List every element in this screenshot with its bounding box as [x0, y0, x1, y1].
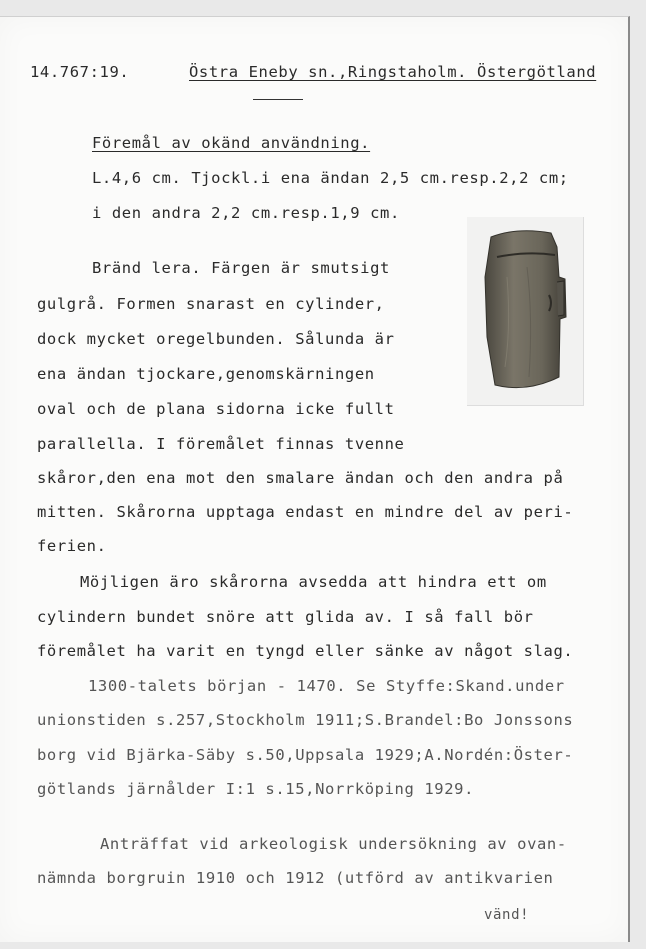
dating-line: borg vid Bjärka-Säby s.50,Uppsala 1929;A.Nordén:Öster-: [37, 746, 574, 764]
description-line: gulgrå. Formen snarast en cylinder,: [37, 295, 385, 313]
description-line: mitten. Skårorna upptaga endast en mindre del av peri-: [37, 503, 574, 521]
description-line: oval och de plana sidorna icke fullt: [37, 400, 395, 418]
interpretation-line: föremålet ha varit en tyngd eller sänke av något slag.: [37, 642, 574, 660]
object-photograph: [467, 217, 584, 406]
object-title: Föremål av okänd användning.: [92, 134, 371, 152]
description-line: dock mycket oregelbunden. Sålunda är: [37, 330, 395, 348]
turn-over-note: vänd!: [484, 907, 530, 923]
dating-line: 1300-talets början - 1470. Se Styffe:Skand.under: [88, 677, 565, 695]
measurement-line: L.4,6 cm. Tjockl.i ena ändan 2,5 cm.resp.2,2 cm;: [92, 169, 569, 187]
catalog-card: [0, 16, 630, 942]
description-line: parallella. I föremålet finnas tvenne: [37, 435, 405, 453]
measurement-line: i den andra 2,2 cm.resp.1,9 cm.: [92, 204, 400, 222]
location-underline: [253, 99, 303, 100]
find-location: Östra Eneby sn.,Ringstaholm. Östergötland: [189, 63, 597, 81]
catalog-number: 14.767:19.: [30, 63, 130, 81]
interpretation-line: cylindern bundet snöre att glida av. I så fall bör: [37, 608, 534, 626]
dating-line: götlands järnålder I:1 s.15,Norrköping 1929.: [37, 780, 474, 798]
finding-line: Anträffat vid arkeologisk undersökning av ovan-: [100, 835, 567, 853]
description-line: skåror,den ena mot den smalare ändan och den andra på: [37, 469, 564, 487]
description-line: ena ändan tjockare,genomskärningen: [37, 365, 375, 383]
finding-line: nämnda borgruin 1910 och 1912 (utförd av antikvarien: [37, 869, 554, 887]
clay-cylinder-image: [467, 217, 583, 405]
description-line: ferien.: [37, 537, 107, 555]
description-line: Bränd lera. Färgen är smutsigt: [92, 259, 390, 277]
dating-line: unionstiden s.257,Stockholm 1911;S.Brandel:Bo Jonssons: [37, 711, 574, 729]
interpretation-line: Möjligen äro skårorna avsedda att hindra ett om: [80, 573, 547, 591]
